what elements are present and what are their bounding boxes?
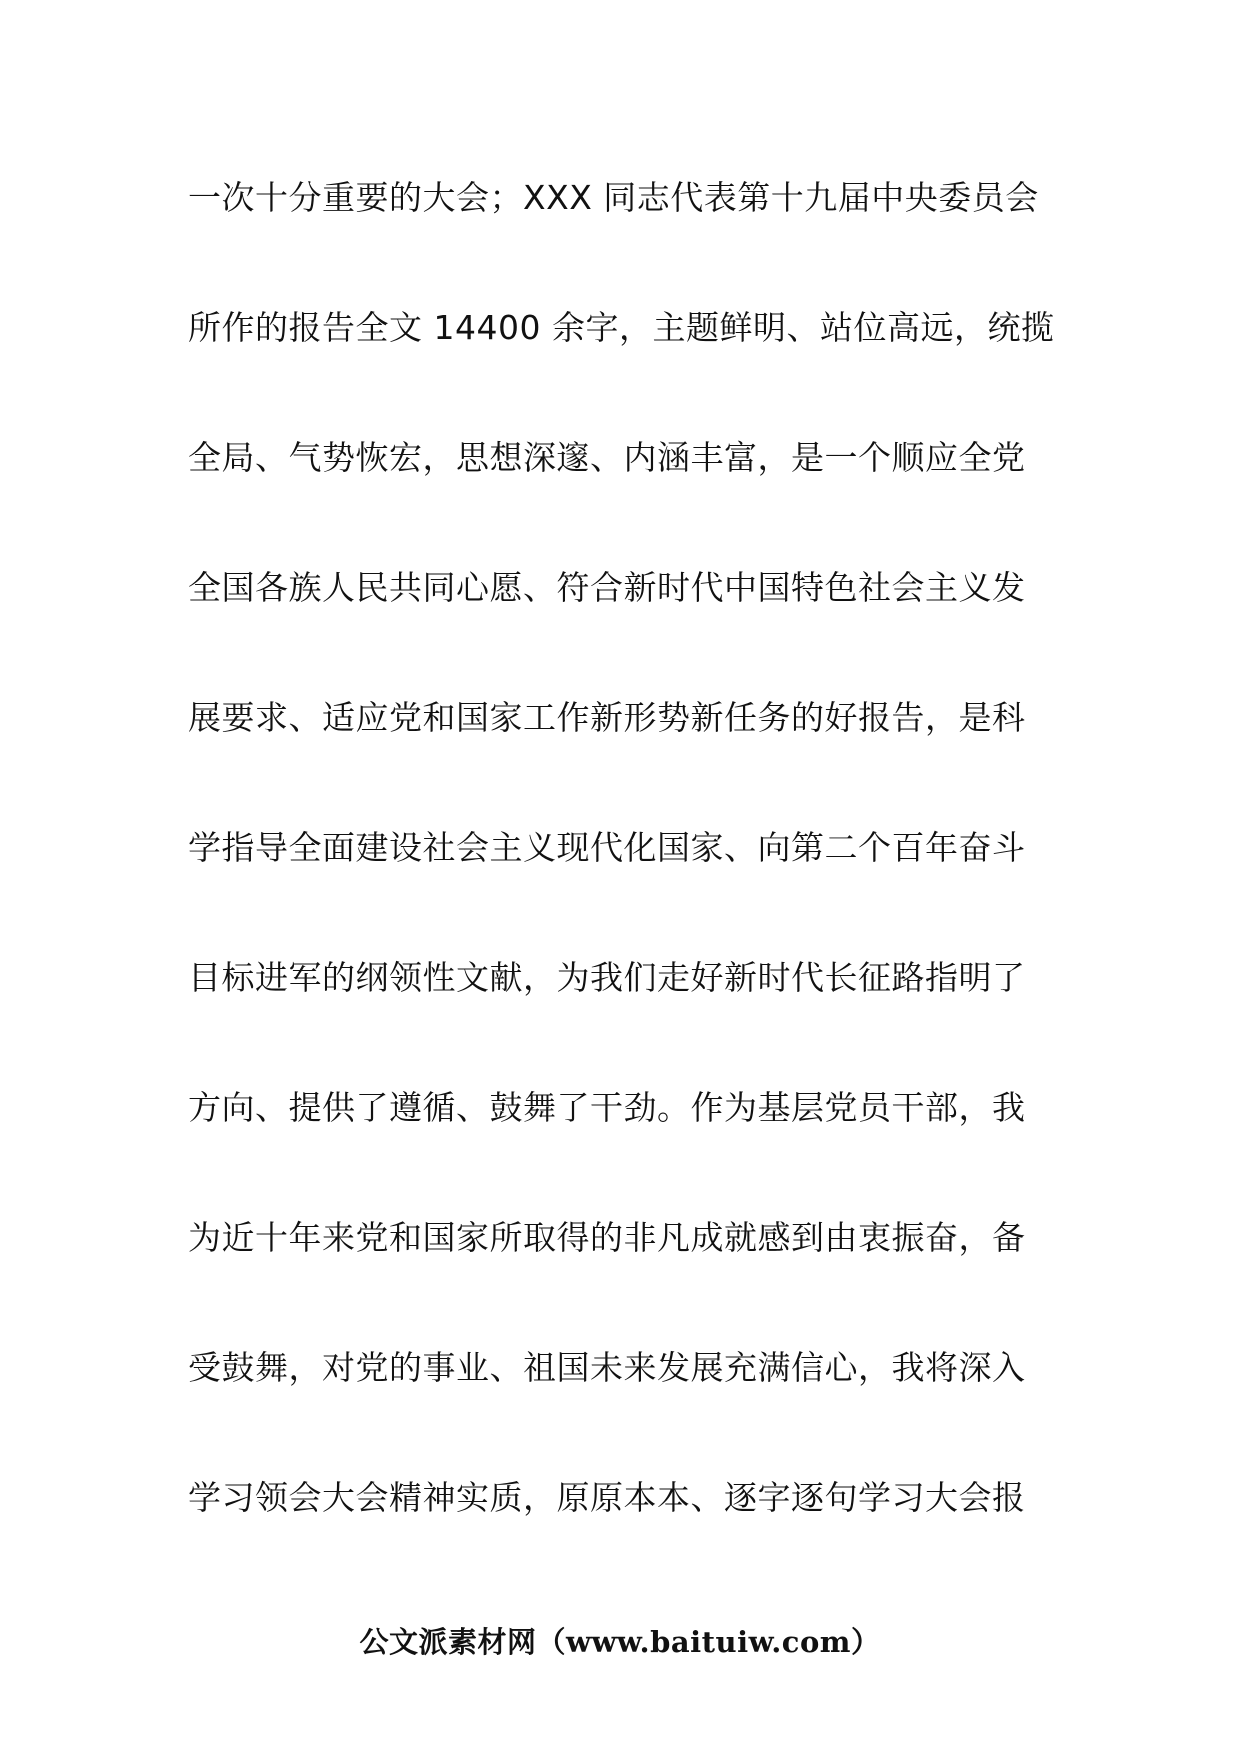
text-line: 学指导全面建设社会主义现代化国家、向第二个百年奋斗 xyxy=(188,828,1026,867)
body-text xyxy=(188,166,1068,1596)
text-line: 目标进军的纲领性文献，为我们走好新时代长征路指明了 xyxy=(188,958,1026,997)
text-line: 一次十分重要的大会；XXX 同志代表第十九届中央委员会 xyxy=(188,178,1039,217)
text-line: 展要求、适应党和国家工作新形势新任务的好报告，是科 xyxy=(188,698,1026,737)
text-line: 方向、提供了遵循、鼓舞了干劲。作为基层党员干部，我 xyxy=(188,1088,1026,1127)
text-line: 全国各族人民共同心愿、符合新时代中国特色社会主义发 xyxy=(188,568,1026,607)
text-line: 学习领会大会精神实质，原原本本、逐字逐句学习大会报 xyxy=(188,1478,1026,1517)
text-line: 受鼓舞，对党的事业、祖国未来发展充满信心，我将深入 xyxy=(188,1348,1026,1387)
page-footer: 公文派素材网（www.baituiw.com） xyxy=(359,1625,881,1659)
text-line: 为近十年来党和国家所取得的非凡成就感到由衷振奋，备 xyxy=(188,1218,1026,1257)
text-line: 全局、气势恢宏，思想深邃、内涵丰富，是一个顺应全党 xyxy=(188,438,1026,477)
text-line: 所作的报告全文 14400 余字，主题鲜明、站位高远，统揽 xyxy=(188,308,1055,347)
